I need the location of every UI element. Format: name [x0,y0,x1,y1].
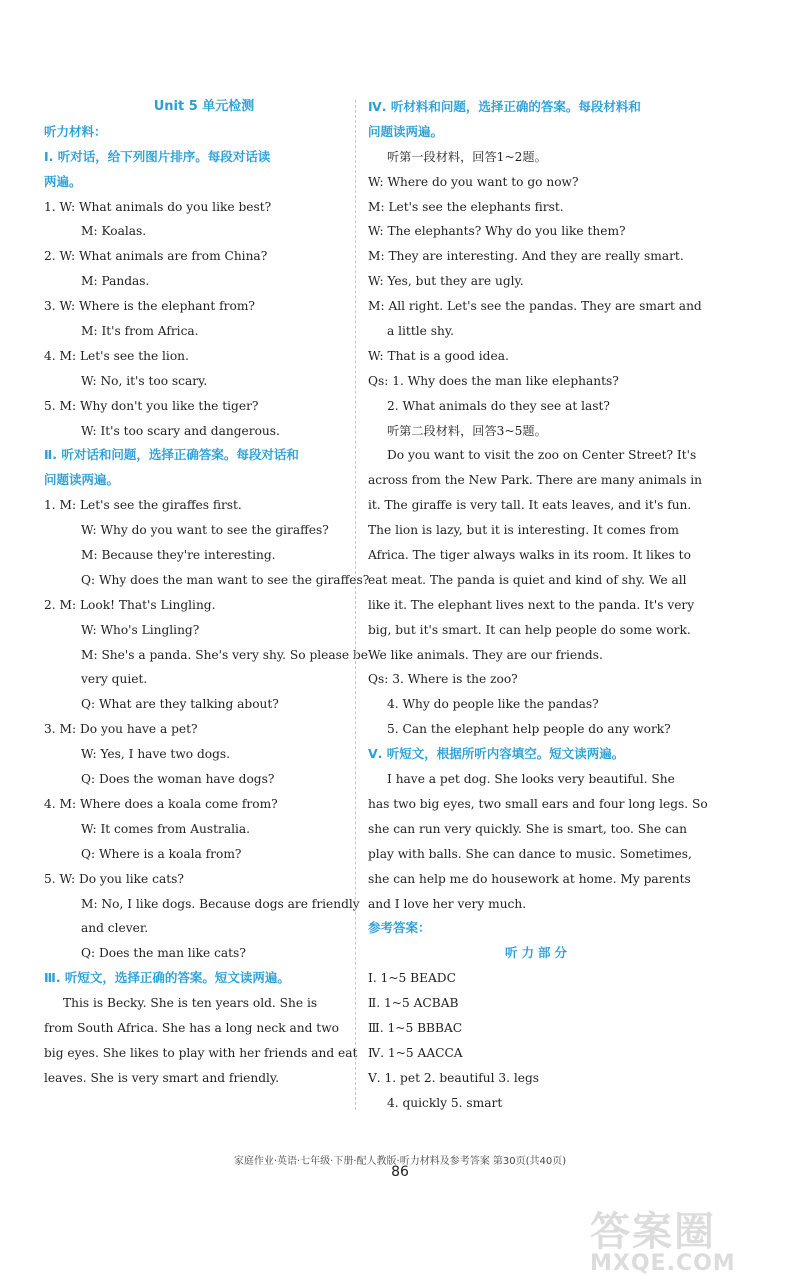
left-line: 1. M: Let's see the giraffes first. [44,498,242,513]
right-line: 4. Why do people like the pandas? [387,697,599,712]
left-line: Unit 5 单元检测 [153,99,255,114]
left-line: Ⅲ. 听短文，选择正确的答案。短文读两遍。 [44,970,290,986]
right-line: like it. The elephant lives next to the panda. It's very [368,597,695,612]
left-line: M: Koalas. [81,224,147,239]
left-line: W: Why do you want to see the giraffes? [81,523,329,538]
right-line: W: Yes, but they are ugly. [368,274,524,289]
right-line: Ⅳ. 听材料和问题，选择正确的答案。每段材料和 [368,99,641,114]
right-line: play with balls. She can dance to music. Sometimes, [368,846,692,861]
right-line: M: All right. Let's see the pandas. They are smart and [368,299,702,314]
right-line: M: They are interesting. And they are really smart. [368,249,684,264]
left-line: 1. W: What animals do you like best? [44,199,272,214]
left-line: 3. W: Where is the elephant from? [44,299,255,314]
left-line: M: She's a panda. She's very shy. So please be [81,647,369,662]
right-line: The lion is lazy, but it is interesting. It comes from [368,523,679,538]
left-line: This is Becky. She is ten years old. She is [63,996,318,1011]
left-line: big eyes. She likes to play with her friends and eat [44,1045,358,1060]
left-column [44,95,370,1091]
left-line: W: It's too scary and dangerous. [81,423,280,438]
left-line: M: No, I like dogs. Because dogs are friendly [81,896,360,911]
left-line: 2. M: Look! That's Lingling. [44,597,216,612]
right-line: Qs: 3. Where is the zoo? [368,672,518,687]
left-line: M: Because they're interesting. [81,548,276,563]
right-line: W: That is a good idea. [368,348,509,363]
right-line: a little shy. [387,324,454,339]
right-line: it. The giraffe is very tall. It eats leaves, and it's fun. [368,498,692,513]
left-line: W: Who's Lingling? [81,622,200,637]
right-line: 听第一段材料，回答1~2题。 [387,149,547,164]
right-line: Do you want to visit the zoo on Center Street? It's [387,448,697,463]
left-line: Ⅱ. 听对话和问题，选择正确答案。每段对话和 [44,447,299,463]
left-line: 4. M: Where does a koala come from? [44,796,278,811]
right-line: across from the New Park. There are many animals in [368,473,702,488]
right-line: 听力部分 [504,945,571,961]
right-line: 2. What animals do they see at last? [387,398,610,413]
left-line: 两遍。 [44,173,82,189]
left-line: Ⅰ. 听对话，给下列图片排序。每段对话读 [44,148,271,164]
left-line: Q: Why does the man want to see the giraffes? [81,572,370,587]
watermark-bottom-text: MXQE.COM [590,1251,736,1276]
right-line: 5. Can the elephant help people do any work? [387,722,671,737]
right-line: W: Where do you want to go now? [368,174,579,189]
left-line: Q: Where is a koala from? [81,846,242,861]
right-line: big, but it's smart. It can help people do some work. [368,622,691,637]
right-line: We like animals. They are our friends. [368,647,603,662]
left-line: 5. M: Why don't you like the tiger? [44,398,259,413]
right-line: eat meat. The panda is quiet and kind of shy. We all [368,572,687,587]
page-number: 86 [391,1164,409,1180]
left-line: 3. M: Do you have a pet? [44,722,198,737]
right-line: W: The elephants? Why do you like them? [368,224,626,239]
left-line: M: Pandas. [81,274,150,289]
left-line: 2. W: What animals are from China? [44,249,268,264]
left-line: and clever. [81,921,149,936]
right-column [368,95,708,1116]
right-line: 问题读两遍。 [368,123,444,139]
right-line: M: Let's see the elephants first. [368,199,564,214]
right-line: Qs: 1. Why does the man like elephants? [368,373,619,388]
right-line: she can run very quickly. She is smart, too. She can [368,821,687,836]
right-line: Africa. The tiger always walks in its room. It likes to [368,548,691,563]
left-line: W: No, it's too scary. [81,373,208,388]
left-line: W: It comes from Australia. [81,821,251,836]
right-line: Ⅰ. 1~5 BEADC [368,971,456,986]
right-line: Ⅴ. 听短文，根据所听内容填空。短文读两遍。 [368,746,625,762]
right-line: 听第二段材料，回答3~5题。 [387,423,547,438]
left-line: 问题读两遍。 [44,472,120,488]
right-line: and I love her very much. [368,896,527,911]
right-line: I have a pet dog. She looks very beautiful. She [387,772,675,787]
right-line: Ⅲ. 1~5 BBBAC [368,1020,463,1035]
right-line: 4. quickly 5. smart [387,1095,503,1110]
left-line: 听力材料： [44,123,107,139]
left-line: from South Africa. She has a long neck and two [44,1020,339,1035]
left-line: leaves. She is very smart and friendly. [44,1070,280,1085]
right-line: 参考答案： [368,920,431,936]
right-line: she can help me do housework at home. My parents [368,871,691,886]
left-line: Q: Does the man like cats? [81,946,246,961]
page-footer: 家庭作业·英语·七年级·下册·配人教版·听力材料及参考答案 第30页(共40页) [233,1156,567,1167]
left-line: Q: What are they talking about? [81,697,279,712]
left-line: very quiet. [81,672,148,687]
right-line: Ⅱ. 1~5 ACBAB [368,996,459,1011]
right-line: Ⅴ. 1. pet 2. beautiful 3. legs [368,1070,540,1085]
left-line: M: It's from Africa. [81,324,199,339]
left-line: 4. M: Let's see the lion. [44,348,189,363]
watermark-logo [590,1200,780,1276]
right-line: has two big eyes, two small ears and four long legs. So [368,796,708,811]
watermark-top-text: 答案圈 [590,1209,716,1255]
left-line: W: Yes, I have two dogs. [81,747,231,762]
column-divider [355,100,356,1110]
right-line: Ⅳ. 1~5 AACCA [368,1045,463,1060]
left-line: Q: Does the woman have dogs? [81,772,275,787]
left-line: 5. W: Do you like cats? [44,871,184,886]
